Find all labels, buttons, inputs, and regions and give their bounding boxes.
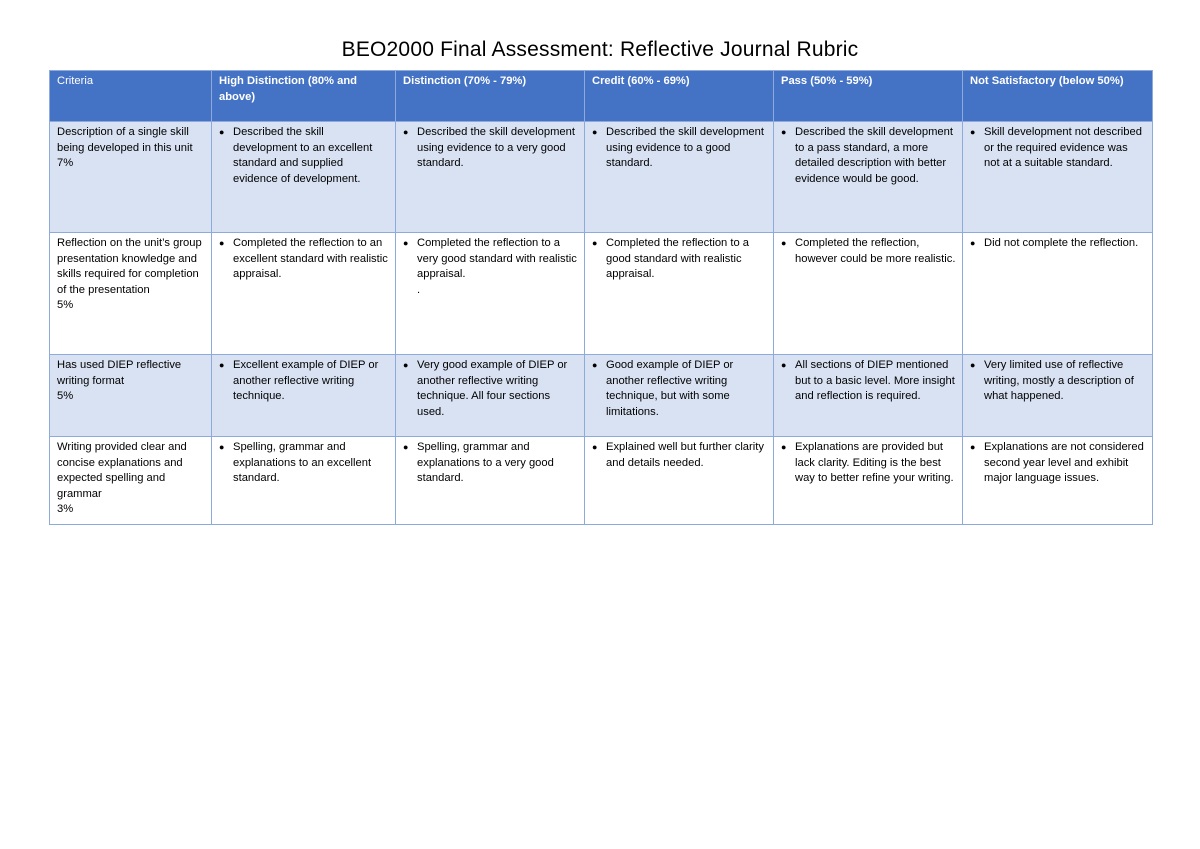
bullet-icon: ●: [592, 360, 598, 370]
table-row: [50, 122, 1153, 233]
list-item: [592, 236, 767, 283]
bullet-icon: ●: [403, 442, 409, 452]
bullet-icon: ●: [592, 127, 598, 137]
bullet-icon: ●: [781, 238, 787, 248]
cell-text: Spelling, grammar and explanations to a very good standard.: [417, 441, 554, 484]
header-row: [50, 71, 1153, 122]
list-item: [781, 358, 956, 405]
list-item: [592, 440, 767, 471]
header-criteria: Criteria: [50, 71, 212, 122]
bullet-icon: ●: [781, 442, 787, 452]
criterion-text: Description of a single skill being developed in this unit: [57, 126, 193, 154]
rubric-cell: [774, 122, 963, 233]
rubric-cell: [963, 233, 1153, 355]
rubric-cell: [396, 233, 585, 355]
bullet-icon: ●: [403, 360, 409, 370]
criterion-weight: 3%: [57, 503, 74, 515]
cell-text: Good example of DIEP or another reflective writing technique, but with some limitations.: [606, 359, 734, 418]
list-item: [970, 440, 1146, 487]
list-item: [403, 236, 578, 298]
rubric-cell: [963, 355, 1153, 437]
bullet-icon: ●: [970, 127, 976, 137]
bullet-icon: ●: [219, 238, 225, 248]
bullet-icon: ●: [781, 360, 787, 370]
criterion-weight: 5%: [57, 299, 74, 311]
criterion-weight: 7%: [57, 157, 74, 169]
rubric-cell: [396, 355, 585, 437]
list-item: [781, 236, 956, 267]
bullet-icon: ●: [219, 442, 225, 452]
list-item: [781, 125, 956, 187]
cell-text: Spelling, grammar and explanations to an excellent standard.: [233, 441, 372, 484]
header-distinction: Distinction (70% - 79%): [396, 71, 585, 122]
cell-text: All sections of DIEP mentioned but to a basic level. More insight and reflection is required.: [795, 359, 955, 402]
bullet-icon: ●: [970, 360, 976, 370]
cell-text: Completed the reflection to a very good standard with realistic appraisal.: [417, 237, 577, 280]
bullet-icon: ●: [970, 238, 976, 248]
table-row: [50, 437, 1153, 525]
cell-text: Very limited use of reflective writing, mostly a description of what happened.: [984, 359, 1134, 402]
cell-text: Described the skill development using evidence to a good standard.: [606, 126, 764, 169]
criterion-text: Writing provided clear and concise explanations and expected spelling and grammar: [57, 441, 187, 500]
rubric-cell: [774, 233, 963, 355]
criterion-cell: [50, 233, 212, 355]
list-item: [219, 236, 389, 283]
cell-text: Explanations are provided but lack clarity. Editing is the best way to better refine your writing.: [795, 441, 954, 484]
list-item: [219, 358, 389, 405]
criterion-cell: [50, 355, 212, 437]
list-item: [592, 358, 767, 420]
header-high-distinction: High Distinction (80% and above): [212, 71, 396, 122]
cell-text: Completed the reflection, however could be more realistic.: [795, 237, 956, 265]
rubric-cell: [212, 355, 396, 437]
list-item: [219, 125, 389, 187]
list-item: [592, 125, 767, 172]
table-row: [50, 355, 1153, 437]
list-item: [781, 440, 956, 487]
rubric-cell: [774, 437, 963, 525]
rubric-cell: [963, 437, 1153, 525]
header-pass: Pass (50% - 59%): [774, 71, 963, 122]
rubric-cell: [585, 355, 774, 437]
cell-text: Did not complete the reflection.: [984, 237, 1139, 249]
rubric-cell: [585, 233, 774, 355]
rubric-cell: [774, 355, 963, 437]
rubric-table: [49, 70, 1153, 525]
criterion-weight: 5%: [57, 390, 74, 402]
rubric-cell: [585, 122, 774, 233]
list-item: [403, 125, 578, 172]
rubric-cell: [396, 437, 585, 525]
criterion-cell: [50, 437, 212, 525]
bullet-icon: ●: [592, 238, 598, 248]
criterion-text: Reflection on the unit’s group presentation knowledge and skills required for completion of the presentation: [57, 237, 202, 296]
cell-text: Excellent example of DIEP or another reflective writing technique.: [233, 359, 379, 402]
bullet-icon: ●: [403, 238, 409, 248]
rubric-cell: [212, 122, 396, 233]
header-credit: Credit (60% - 69%): [585, 71, 774, 122]
table-row: [50, 233, 1153, 355]
list-item: [970, 358, 1146, 405]
cell-text: Described the skill development to an excellent standard and supplied evidence of development.: [233, 126, 373, 185]
cell-text: Explained well but further clarity and details needed.: [606, 441, 764, 469]
header-not-satisfactory: Not Satisfactory (below 50%): [963, 71, 1153, 122]
rubric-cell: [963, 122, 1153, 233]
bullet-icon: ●: [970, 442, 976, 452]
cell-text: Described the skill development using evidence to a very good standard.: [417, 126, 575, 169]
rubric-cell: [212, 437, 396, 525]
bullet-icon: ●: [219, 360, 225, 370]
rubric-cell: [585, 437, 774, 525]
cell-text: Described the skill development to a pass standard, a more detailed description with better evidence would be good.: [795, 126, 953, 185]
criterion-cell: [50, 122, 212, 233]
list-item: [970, 125, 1146, 172]
cell-text: Completed the reflection to a good standard with realistic appraisal.: [606, 237, 750, 280]
cell-text: Skill development not described or the required evidence was not at a suitable standard.: [984, 126, 1142, 169]
bullet-icon: ●: [403, 127, 409, 137]
bullet-icon: ●: [219, 127, 225, 137]
list-item: [403, 440, 578, 487]
cell-text: Explanations are not considered second year level and exhibit major language issues.: [984, 441, 1144, 484]
cell-text: Completed the reflection to an excellent standard with realistic appraisal.: [233, 237, 388, 280]
criterion-text: Has used DIEP reflective writing format: [57, 359, 182, 387]
rubric-cell: [212, 233, 396, 355]
cell-text: Very good example of DIEP or another reflective writing technique. All four sections used.: [417, 359, 568, 418]
bullet-icon: ●: [592, 442, 598, 452]
list-item: [219, 440, 389, 487]
list-item: [403, 358, 578, 420]
list-item: [970, 236, 1146, 252]
rubric-cell: [396, 122, 585, 233]
stray-period: .: [417, 283, 421, 296]
bullet-icon: ●: [781, 127, 787, 137]
document-title: BEO2000 Final Assessment: Reflective Journal Rubric: [341, 38, 859, 61]
